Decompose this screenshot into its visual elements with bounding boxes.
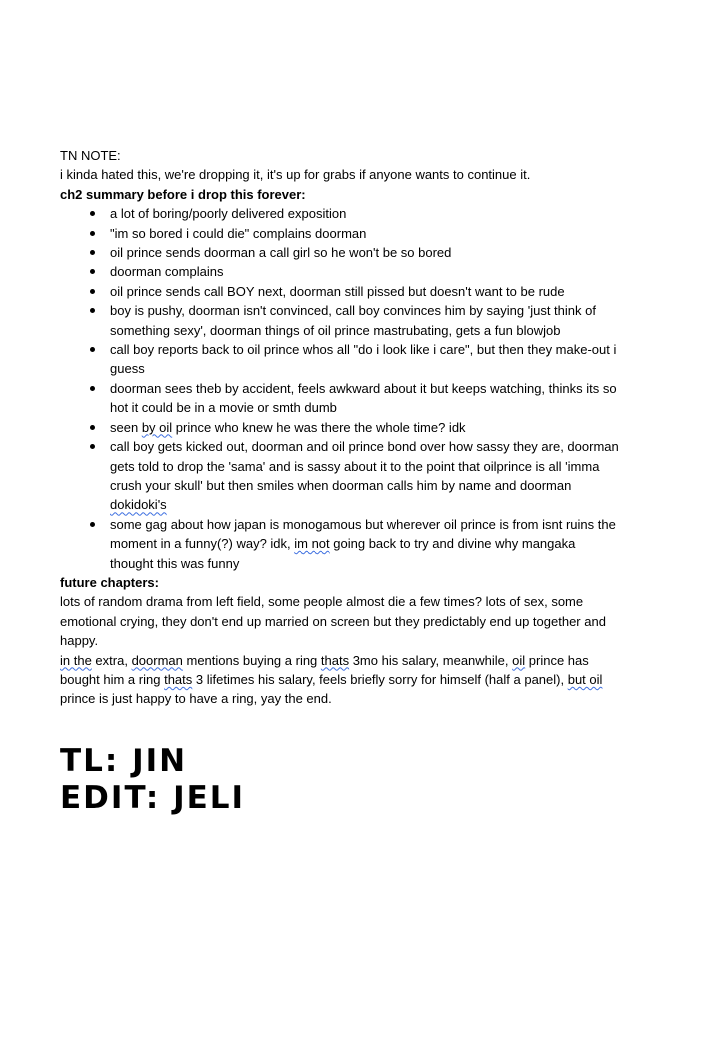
text-run: oil prince sends call BOY next, doorman still pissed but doesn't want to be rude	[110, 283, 565, 299]
credits-block	[60, 743, 680, 817]
text-run: emotional crying, they don't end up married on screen but they predictably end up together and	[60, 613, 606, 629]
bullet-item	[60, 379, 680, 418]
future-chapters-paragraph	[60, 651, 680, 709]
text-run: thought this was funny	[110, 555, 240, 571]
text-run: going back to try and divine why mangaka	[329, 536, 576, 552]
bullet-item	[60, 301, 680, 340]
credit-editor: EDIT: JELI	[60, 779, 246, 816]
text-run: prince has	[525, 652, 589, 668]
bullet-item	[60, 418, 680, 437]
text-run: lots of random drama from left field, some people almost die a few times? lots of sex, some	[60, 594, 584, 610]
bullet-item	[60, 340, 680, 379]
future-chapters-paragraphs	[60, 592, 680, 708]
text-run: happy.	[60, 633, 99, 649]
grammar-flagged-text: doorman	[131, 652, 183, 668]
text-run: prince is just happy to have a ring, yay the end.	[60, 691, 332, 707]
grammar-flagged-text: but oil	[567, 671, 603, 687]
text-run: seen	[110, 419, 142, 435]
bullet-item	[60, 282, 680, 301]
bullet-item	[60, 243, 680, 262]
text-run: a lot of boring/poorly delivered exposition	[110, 206, 347, 222]
grammar-flagged-text: in the	[60, 652, 92, 668]
text-run: call boy reports back to oil prince whos all "do i look like i care", but then they make-out i	[110, 342, 617, 358]
text-run: moment in a funny(?) way? idk,	[110, 536, 295, 552]
grammar-flagged-text: thats	[164, 671, 193, 687]
bullet-item	[60, 437, 680, 515]
text-run: 3mo his salary, meanwhile,	[349, 652, 513, 668]
text-run: bought him a ring	[60, 671, 165, 687]
text-run: call boy gets kicked out, doorman and oil prince bond over how sassy they are, doorman	[110, 439, 619, 455]
text-run: guess	[110, 361, 145, 377]
document-content	[60, 146, 680, 817]
grammar-flagged-text: dokidoki's	[110, 497, 167, 513]
future-chapters-paragraph	[60, 592, 680, 650]
text-run: prince who knew he was there the whole time? idk	[172, 419, 466, 435]
text-run: "im so bored i could die" complains doorman	[110, 225, 367, 241]
grammar-flagged-text: thats	[320, 652, 350, 668]
credit-translator: TL: JIN	[60, 742, 188, 779]
text-run: oil prince sends doorman a call girl so he won't be so bored	[110, 245, 452, 261]
bullet-item	[60, 262, 680, 281]
grammar-flagged-text: oil	[512, 652, 526, 668]
bullet-item	[60, 224, 680, 243]
text-run: extra,	[91, 652, 132, 668]
text-run: gets told to drop the 'sama' and is sassy about it to the point that oilprince is all 'imma	[110, 458, 600, 474]
text-run: some gag about how japan is monogamous but wherever oil prince is from isnt ruins the	[110, 516, 616, 532]
text-run: crush your skull' but then smiles when doorman calls him by name and doorman	[110, 477, 572, 493]
tn-note-body: i kinda hated this, we're dropping it, it's up for grabs if anyone wants to continue it.	[60, 167, 531, 183]
text-run: doorman sees theb by accident, feels awkward about it but keeps watching, thinks its so	[110, 380, 617, 396]
ch2-summary-heading: ch2 summary before i drop this forever:	[60, 186, 306, 202]
text-run: mentions buying a ring	[182, 652, 321, 668]
text-run: 3 lifetimes his salary, feels briefly sorry for himself (half a panel),	[192, 671, 568, 687]
bullet-item	[60, 515, 680, 573]
text-run: boy is pushy, doorman isn't convinced, call boy convinces him by saying 'just think of	[110, 303, 596, 319]
text-run: something sexy', doorman things of oil prince mastrubating, gets a fun blowjob	[110, 322, 561, 338]
tn-note-label: TN NOTE:	[60, 148, 121, 163]
ch2-summary-bullet-list	[60, 204, 680, 573]
grammar-flagged-text: by oil	[141, 419, 173, 435]
text-run: doorman complains	[110, 264, 224, 280]
bullet-item	[60, 204, 680, 223]
text-run: hot it could be in a movie or smth dumb	[110, 400, 337, 416]
grammar-flagged-text: im not	[294, 536, 330, 552]
future-chapters-heading: future chapters:	[60, 574, 159, 590]
